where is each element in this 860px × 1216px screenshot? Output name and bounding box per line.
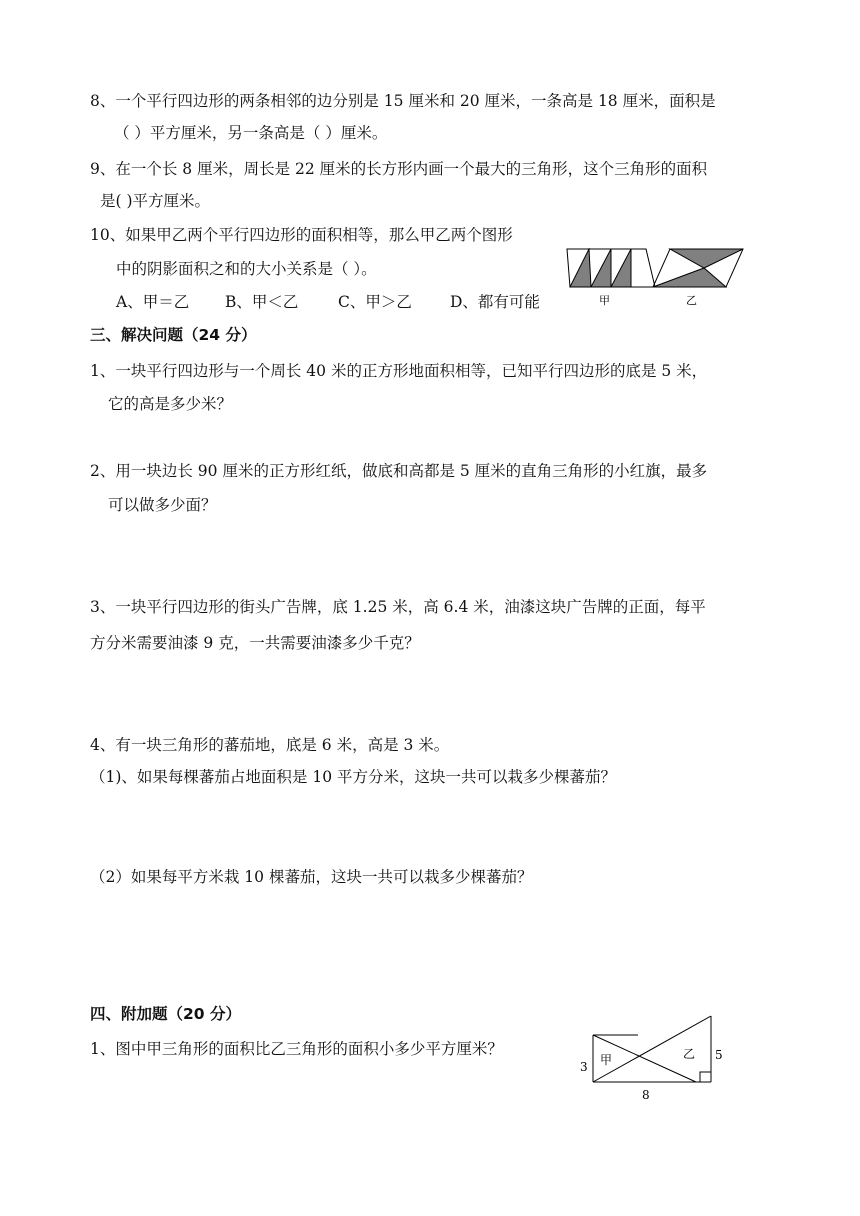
shade-jia-1	[570, 249, 591, 287]
q10-line1: 10、如果甲乙两个平行四边形的面积相等，那么甲乙两个图形	[90, 226, 513, 244]
figure-label-yi: 乙	[686, 294, 697, 307]
p4-figure	[576, 1012, 726, 1104]
shade-yi-1	[670, 249, 743, 268]
label-5: 5	[715, 1048, 723, 1062]
q8-line1: 8、一个平行四边形的两条相邻的边分别是 15 厘米和 20 厘米，一条高是 18 厘米，面积是	[90, 92, 716, 110]
p3-q1-line1: 1、一块平行四边形与一个周长 40 米的正方形地面积相等，已知平行四边形的底是 5 米，	[90, 362, 708, 380]
part4-heading: 四、附加题（20 分）	[90, 1005, 241, 1023]
figure-label-jia: 甲	[599, 294, 610, 307]
parallelogram-jia	[567, 249, 655, 287]
shade-jia-2	[591, 249, 611, 287]
p3-q2-line2: 可以做多少面？	[108, 496, 217, 514]
p3-q4-line1: 4、有一块三角形的蕃茄地，底是 6 米，高是 3 米。	[90, 736, 450, 754]
p4-q1-line1: 1、图中甲三角形的面积比乙三角形的面积小多少平方厘米？	[90, 1040, 503, 1058]
q9-line2: 是( )平方厘米。	[100, 192, 211, 210]
p3-q4-sub1: （1)、如果每棵蕃茄占地面积是 10 平方分米，这块一共可以栽多少棵蕃茄？	[90, 768, 616, 786]
q10-option-b: B、甲＜乙	[225, 293, 299, 311]
shade-jia-3	[611, 249, 631, 287]
p3-q2-line1: 2、用一块边长 90 厘米的正方形红纸，做底和高都是 5 厘米的直角三角形的小红旗，最多	[90, 462, 708, 480]
q8-line2: （ ）平方厘米，另一条高是（ ）厘米。	[114, 124, 388, 142]
label-jia: 甲	[600, 1053, 613, 1067]
q10-option-d: D、都有可能	[450, 293, 540, 311]
shade-yi-2	[653, 268, 726, 287]
q10-option-a: A、甲＝乙	[116, 293, 190, 311]
label-3: 3	[580, 1060, 588, 1074]
q10-option-c: C、甲＞乙	[338, 293, 412, 311]
p3-q4-sub2: （2）如果每平方米栽 10 棵蕃茄，这块一共可以栽多少棵蕃茄？	[90, 868, 533, 886]
part3-heading: 三、解决问题（24 分）	[90, 326, 257, 344]
label-8: 8	[642, 1088, 650, 1102]
q10-line2: 中的阴影面积之和的大小关系是（ ）。	[116, 260, 377, 278]
q10-figure	[566, 248, 746, 310]
right-angle-marker	[700, 1072, 711, 1082]
parallelogram-yi	[653, 249, 743, 287]
p3-q3-line1: 3、一块平行四边形的街头广告牌，底 1.25 米，高 6.4 米，油漆这块广告牌的正面，每平	[90, 598, 706, 616]
p3-q3-line2: 方分米需要油漆 9 克，一共需要油漆多少千克？	[90, 634, 420, 652]
q9-line1: 9、在一个长 8 厘米，周长是 22 厘米的长方形内画一个最大的三角形，这个三角形的面积	[90, 160, 708, 178]
label-yi: 乙	[683, 1047, 696, 1061]
p3-q1-line2: 它的高是多少米？	[108, 395, 233, 413]
